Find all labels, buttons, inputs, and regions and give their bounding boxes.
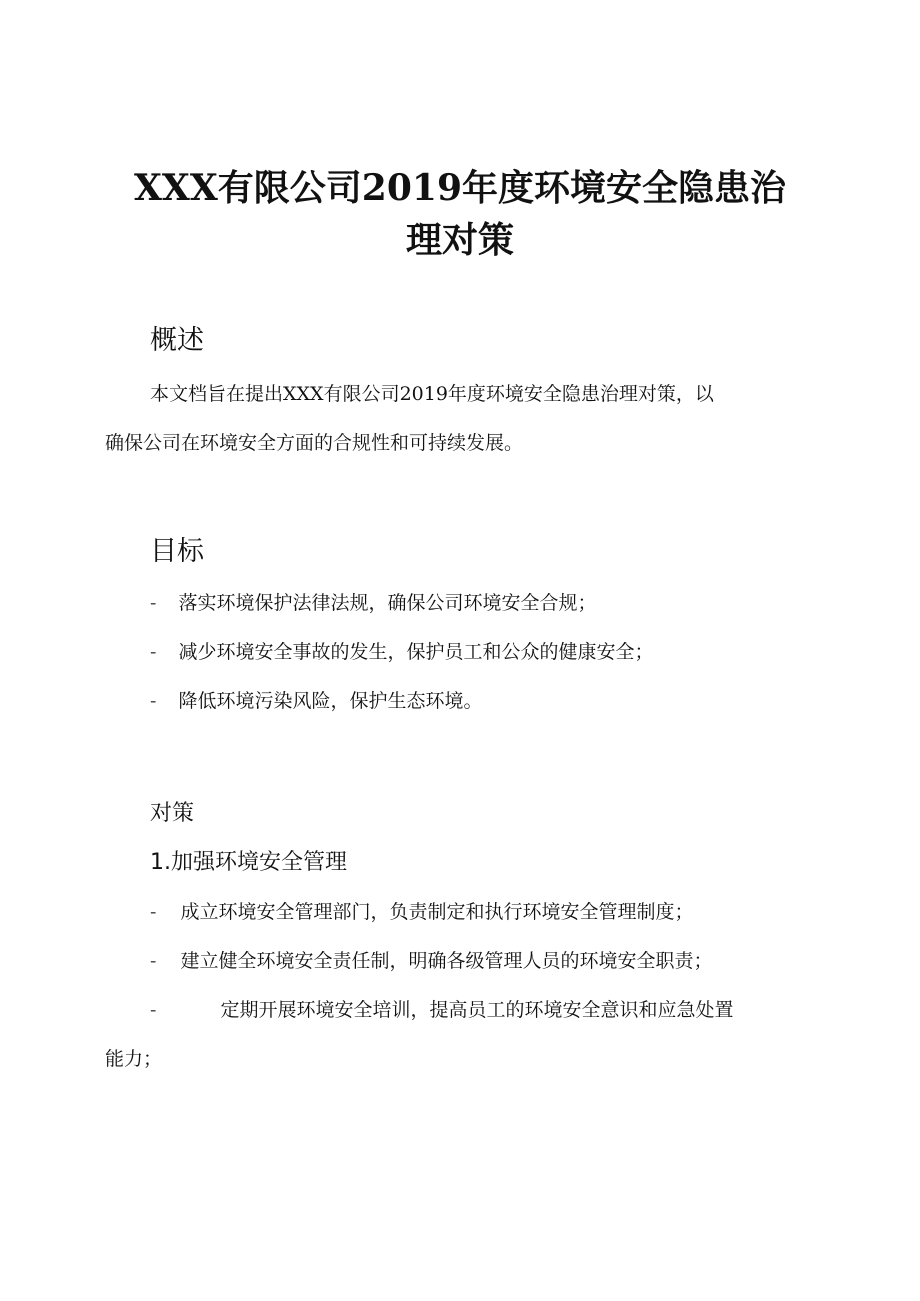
goals-heading: 目标 bbox=[150, 536, 204, 567]
measure-item bbox=[150, 947, 713, 975]
document-title-line-1: XXX有限公司2019年度环境安全隐患治 bbox=[134, 167, 786, 209]
measure-item-continuation: 能力； bbox=[105, 1048, 163, 1070]
overview-heading: 概述 bbox=[150, 325, 204, 356]
goal-item bbox=[150, 638, 654, 666]
goal-item-text: 落实环境保护法律法规，确保公司环境安全合规； bbox=[178, 592, 597, 614]
bullet-dash: - bbox=[150, 950, 157, 972]
goal-item bbox=[150, 589, 597, 617]
goal-item-text: 降低环境污染风险，保护生态环境。 bbox=[178, 690, 483, 712]
measure-item-text: 成立环境安全管理部门，负责制定和执行环境安全管理制度； bbox=[180, 901, 694, 923]
bullet-dash: - bbox=[150, 999, 157, 1021]
overview-paragraph-line-1: 本文档旨在提出XXX有限公司2019年度环境安全隐患治理对策，以 bbox=[150, 383, 714, 405]
bullet-dash: - bbox=[150, 901, 157, 923]
bullet-dash: - bbox=[150, 641, 157, 663]
bullet-dash: - bbox=[150, 690, 157, 712]
goal-item bbox=[150, 687, 483, 715]
measures-heading: 对策 bbox=[150, 801, 195, 826]
overview-paragraph-line-2: 确保公司在环境安全方面的合规性和可持续发展。 bbox=[105, 432, 524, 454]
measure-item bbox=[150, 996, 734, 1024]
goal-item-text: 减少环境安全事故的发生，保护员工和公众的健康安全； bbox=[178, 641, 654, 663]
bullet-dash: - bbox=[150, 592, 157, 614]
document-title-line-2: 理对策 bbox=[405, 219, 514, 261]
measure-item-text: 定期开展环境安全培训，提高员工的环境安全意识和应急处置 bbox=[220, 999, 734, 1021]
measure-item bbox=[150, 898, 694, 926]
measure-item-text: 建立健全环境安全责任制，明确各级管理人员的环境安全职责； bbox=[180, 950, 713, 972]
measures-subheading: 1.加强环境安全管理 bbox=[150, 850, 347, 875]
